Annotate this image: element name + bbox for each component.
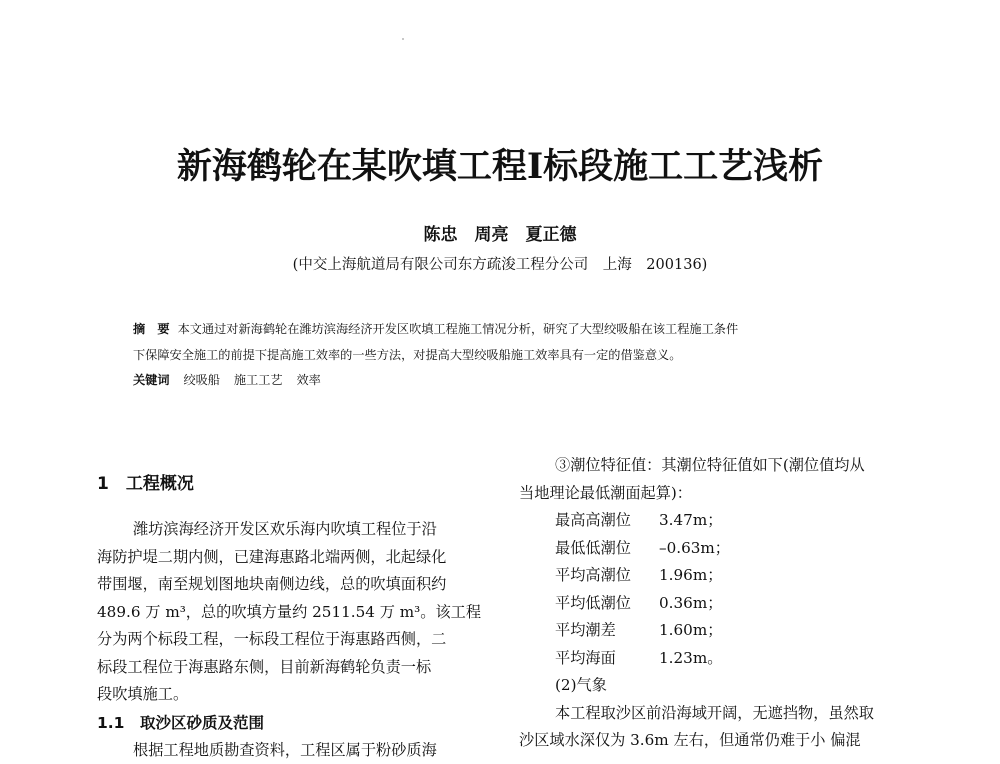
paragraph-line: 489.6 万 m³，总的吹填方量约 2511.54 万 m³。该工程 bbox=[97, 599, 487, 627]
abstract-text-1: 本文通过对新海鹤轮在潍坊滨海经济开发区吹填工程施工情况分析，研究了大型绞吸船在该工程施工条件 bbox=[178, 322, 739, 336]
tide-table bbox=[555, 507, 730, 672]
tide-value: –0.63m； bbox=[659, 535, 730, 563]
keywords-label: 关键词 bbox=[133, 373, 170, 387]
keyword-item: 施工工艺 bbox=[234, 373, 283, 387]
tide-value: 1.96m； bbox=[659, 562, 730, 590]
paragraph-line: 带围堰，南至规划图地块南侧边线，总的吹填面积约 bbox=[97, 571, 487, 599]
section-1-1-heading: 1.1 取沙区砂质及范围 bbox=[97, 709, 487, 737]
weather-cutoff-line: 沙区域水深仅为 3.6m 左右，但通常仍难于小 偏混 bbox=[519, 727, 914, 755]
tide-value: 3.47m； bbox=[659, 507, 730, 535]
tide-name: 平均潮差 bbox=[555, 617, 659, 645]
right-column bbox=[519, 452, 914, 755]
keyword-item: 绞吸船 bbox=[183, 373, 220, 387]
tide-row bbox=[555, 590, 730, 618]
tide-value: 0.36m； bbox=[659, 590, 730, 618]
abstract-label: 摘 要 bbox=[133, 322, 170, 336]
left-column bbox=[97, 470, 487, 764]
tide-intro bbox=[519, 452, 914, 507]
tide-name: 平均低潮位 bbox=[555, 590, 659, 618]
tide-row bbox=[555, 507, 730, 535]
tide-row bbox=[555, 645, 730, 673]
paper-title: 新海鹤轮在某吹填工程Ⅰ标段施工工艺浅析 bbox=[0, 142, 1000, 192]
tide-name: 平均海面 bbox=[555, 645, 659, 673]
weather-line: 本工程取沙区前沿海域开阔，无遮挡物，虽然取 bbox=[519, 700, 914, 728]
tide-row bbox=[555, 562, 730, 590]
tide-name: 平均高潮位 bbox=[555, 562, 659, 590]
abstract-line-1 bbox=[133, 316, 878, 342]
tide-name: 最高高潮位 bbox=[555, 507, 659, 535]
abstract-block bbox=[133, 316, 878, 368]
scan-speck bbox=[402, 38, 404, 40]
paragraph-line: 海防护堤二期内侧，已建海惠路北端两侧，北起绿化 bbox=[97, 544, 487, 572]
paper-authors: 陈忠 周亮 夏正德 bbox=[0, 222, 1000, 248]
keywords-block bbox=[133, 369, 331, 391]
weather-heading: (2)气象 bbox=[519, 672, 914, 700]
cutoff-line: 根据工程地质勘查资料，工程区属于粉砂质海 bbox=[97, 737, 487, 764]
tide-value: 1.60m； bbox=[659, 617, 730, 645]
tide-intro-line: 当地理论最低潮面起算)： bbox=[519, 480, 914, 508]
tide-value: 1.23m。 bbox=[659, 645, 730, 673]
paragraph-line: 分为两个标段工程，一标段工程位于海惠路西侧，二 bbox=[97, 626, 487, 654]
tide-row bbox=[555, 535, 730, 563]
weather-section bbox=[519, 672, 914, 755]
tide-intro-line: ③潮位特征值：其潮位特征值如下(潮位值均从 bbox=[519, 452, 914, 480]
section-1-heading: 1 工程概况 bbox=[97, 470, 487, 498]
paper-affiliation: (中交上海航道局有限公司东方疏浚工程分公司 上海 200136) bbox=[0, 253, 1000, 277]
tide-row bbox=[555, 617, 730, 645]
keyword-item: 效率 bbox=[297, 373, 321, 387]
paragraph-line: 段吹填施工。 bbox=[97, 681, 487, 709]
abstract-line-2: 下保障安全施工的前提下提高施工效率的一些方法，对提高大型绞吸船施工效率具有一定的借鉴意义。 bbox=[133, 342, 878, 368]
paragraph-line: 潍坊滨海经济开发区欢乐海内吹填工程位于沿 bbox=[97, 516, 487, 544]
section-1-paragraph bbox=[97, 516, 487, 709]
tide-name: 最低低潮位 bbox=[555, 535, 659, 563]
paragraph-line: 标段工程位于海惠路东侧，目前新海鹤轮负责一标 bbox=[97, 654, 487, 682]
